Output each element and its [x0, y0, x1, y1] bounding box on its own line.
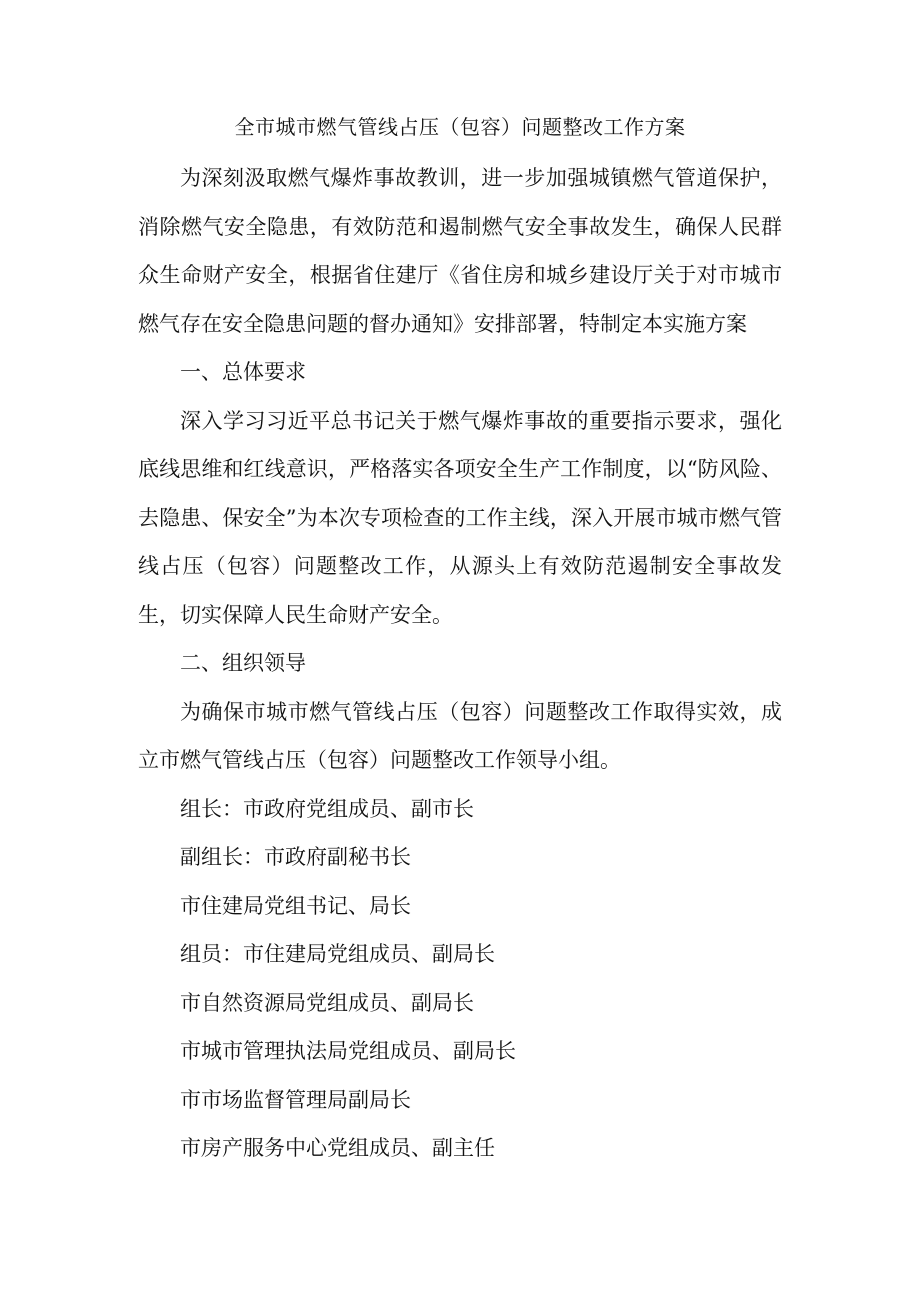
list-item: 市房产服务中心党组成员、副主任 — [180, 1136, 495, 1160]
list-item: 市市场监督管理局副局长 — [180, 1087, 411, 1112]
section-body-organization: 为确保市城市燃气管线占压（包容）问题整改工作取得实效，成立市燃气管线占压（包容）问题整改工作领导小组。 — [138, 699, 782, 772]
list-item: 市自然资源局党组成员、副局长 — [180, 990, 474, 1015]
document-title: 全市城市燃气管线占压（包容）问题整改工作方案 — [234, 115, 686, 139]
section-body-general-requirements: 深入学习习近平总书记关于燃气爆炸事故的重要指示要求，强化底线思维和红线意识，严格落实各项安全生产工作制度，以“防风险、去隐患、保安全”为本次专项检查的工作主线，深入开展市城市燃气管线占压（包容）问题整改工作，从源头上有效防范遏制安全事故发生，切实保障人民生命财产安全。 — [138, 408, 782, 627]
list-item: 市住建局党组书记、局长 — [180, 893, 411, 918]
section-heading-organization: 二、组织领导 — [180, 651, 306, 675]
intro-paragraph: 为深刻汲取燃气爆炸事故教训，进一步加强城镇燃气管道保护，消除燃气安全隐患，有效防范和遏制燃气安全事故发生，确保人民群众生命财产安全，根据省住建厅《省住房和城乡建设厅关于对市城市燃气存在安全隐患问题的督办通知》安排部署，特制定本实施方案 — [138, 166, 782, 336]
list-item: 组长：市政府党组成员、副市长 — [180, 796, 474, 821]
list-item: 组员：市住建局党组成员、副局长 — [180, 942, 495, 966]
list-item: 市城市管理执法局党组成员、副局长 — [180, 1039, 516, 1063]
member-list — [138, 785, 782, 1173]
list-item: 副组长：市政府副秘书长 — [180, 845, 411, 869]
section-heading-general-requirements: 一、总体要求 — [180, 360, 306, 384]
